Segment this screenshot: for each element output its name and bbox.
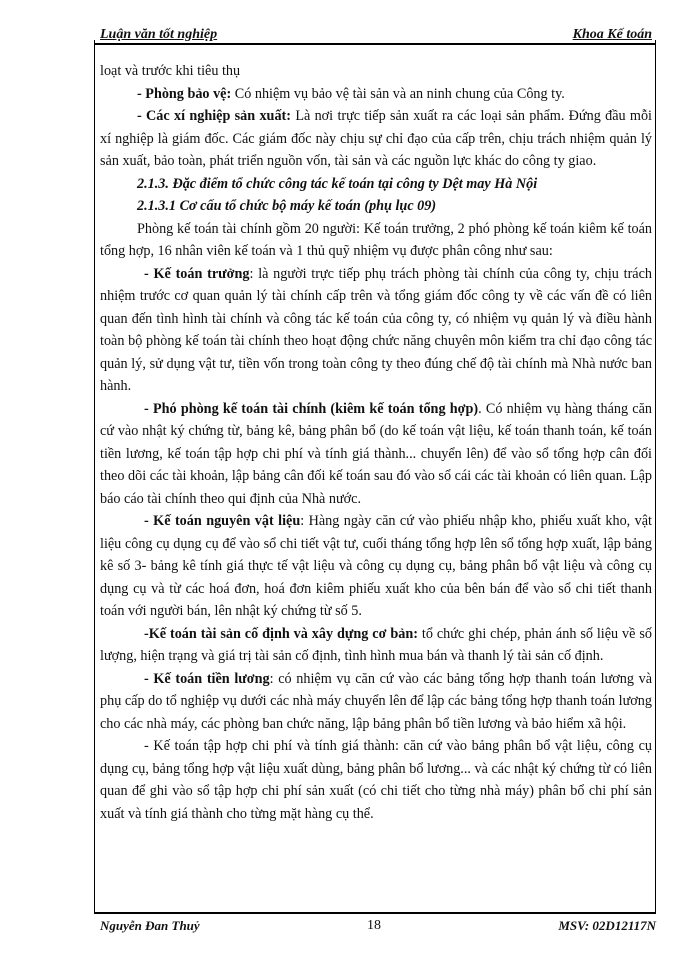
term-label: - Kế toán trưởng <box>144 265 250 282</box>
page-footer <box>94 918 656 936</box>
header-right-title: Khoa Kế toán <box>572 27 652 42</box>
term-text: tổ chức ghi chép, phản ánh số liệu về số lượng, hiện trạng và giá trị tài sản cố định, tình hình mua bán và thanh lý tài sản cố định. <box>100 625 652 664</box>
header-left-title: Luận văn tốt nghiệp <box>100 27 218 42</box>
term-label: - Kế toán nguyên vật liệu <box>144 513 301 529</box>
term-label: - Phòng bảo vệ: <box>137 85 235 102</box>
student-code: MSV: 02D12117N <box>558 918 656 933</box>
term-label: - Các xí nghiệp sản xuất: <box>137 108 296 124</box>
term-text: Là nơi trực tiếp sản xuất ra các loại sản phẩm. Đứng đầu mỗi xí nghiệp là giám đốc. Các giám đốc này chịu sự chỉ đạo của cấp trên, chịu trách nhiệm quản lý sản xuất, bảo toàn, phát triển nguồn vốn, tài sản và các nguồn lực khác do công ty giao. <box>100 108 652 169</box>
paragraph-tien-luong <box>100 668 652 736</box>
paragraph-ke-toan-truong <box>100 263 652 398</box>
term-label: - Phó phòng kế toán tài chính (kiêm kế toán tổng hợp) <box>144 400 479 417</box>
page-header <box>94 27 656 43</box>
footer-author: Nguyễn Đan Thuỷ <box>100 918 200 933</box>
page-border-right <box>655 40 656 914</box>
paragraph-phong-bao-ve <box>100 83 652 106</box>
body-line: loạt và trước khi tiêu thụ <box>100 63 241 79</box>
paragraph-nguyen-vat-lieu <box>100 510 652 623</box>
paragraph-xi-nghiep <box>100 105 652 173</box>
term-label: -Kế toán tài sản cố định và xây dựng cơ bản: <box>144 625 418 642</box>
header-rule <box>94 43 656 45</box>
term-text: Có nhiệm vụ bảo vệ tài sản và an ninh chung của Công ty. <box>234 85 565 102</box>
paragraph-phong-ke-toan: Phòng kế toán tài chính gồm 20 người: Kế toán trưởng, 2 phó phòng kế toán kiêm kế toán tổng hợp, 16 nhân viên kế toán và 1 thủ quỹ nhiệm vụ được phân công như sau: <box>100 220 652 259</box>
term-text: . Có nhiệm vụ hàng tháng căn cứ vào nhật ký chứng từ, bảng kê, bảng phân bổ (do kế toán vật liệu, kế toán thanh toán, kế toán tiền lương, kế toán tập hợp chi phí và tính giá thành... chuyển lên) để vào sổ tổng hợp cân đối theo dõi các tài khoản, lập bảng cân đối kế toán sau đó vào sổ cái các tài khoản có liên quan. Lập báo cáo tài chính theo qui định của Nhà nước. <box>100 400 652 507</box>
paragraph-pho-phong <box>100 398 652 511</box>
heading-text: 2.1.3.1 Cơ cấu tổ chức bộ máy kế toán (phụ lục 09) <box>137 198 437 214</box>
page-border-left <box>94 40 95 914</box>
section-heading-2-1-3-1 <box>100 195 652 218</box>
footer-rule <box>94 912 656 914</box>
page-number: 18 <box>367 918 381 933</box>
term-text: : có nhiệm vụ căn cứ vào các bảng tổng hợp thanh toán lương và phụ cấp do tổ nghiệp vụ dưới các nhà máy chuyển lên để lập các bảng tổng hợp thanh toán lương cho các nhà máy, các phòng ban chức năng, lập bảng phân bổ tiền lương và bảo hiểm xã hội. <box>100 670 652 732</box>
term-label: - Kế toán tiền lương <box>144 670 270 687</box>
paragraph-chi-phi-gia-thanh: - Kế toán tập hợp chi phí và tính giá thành: căn cứ vào bảng phân bổ vật liệu, công cụ dụng cụ, bảng tổng hợp vật liệu xuất dùng, bảng phân bổ lương... và các nhật ký chứng từ có liên quan để ghi vào sổ tập hợp chi phí sản xuất (có chi tiết cho từng nhà máy) phân bổ chi phí sản xuất và tính giá thành cho từng mặt hàng cụ thể. <box>100 738 652 822</box>
heading-text: 2.1.3. Đặc điểm tổ chức công tác kế toán tại công ty Dệt may Hà Nội <box>137 175 538 192</box>
term-text: : là người trực tiếp phụ trách phòng tài chính của công ty, chịu trách nhiệm trước cơ quan quản lý tài chính cấp trên và tổng giám đốc công ty về các vấn đề có liên quan đến tình hình tài chính và công tác kế toán của công ty, có nhiệm vụ quản lý và điều hành toàn bộ phòng kế toán tài chính theo hoạt động chức năng chuyên môn kiểm tra chỉ đạo công tác quản lý, sử dụng vật tư, tiền vốn trong toàn công ty theo đúng chế độ tài chính mà Nhà nước ban hành. <box>100 265 652 394</box>
section-heading-2-1-3 <box>100 173 652 196</box>
term-text: : Hàng ngày căn cứ vào phiếu nhập kho, phiếu xuất kho, vật liệu công cụ dụng cụ để vào sổ chi tiết vật tư, cuối tháng tổng hợp lên sổ tổng hợp xuất, lập bảng kê số 3- bảng kê tính giá thực tế vật liệu và công cụ dụng cụ, bảng phân bổ vật liệu và công cụ dụng cụ và từ các hoá đơn, hoá đơn kiêm phiếu xuất kho của bên bán để vào sổ chi tiết thanh toán với người bán, lên nhật ký chứng từ số 5. <box>100 513 652 619</box>
page-body <box>100 60 652 825</box>
paragraph-tai-san-co-dinh <box>100 623 652 668</box>
